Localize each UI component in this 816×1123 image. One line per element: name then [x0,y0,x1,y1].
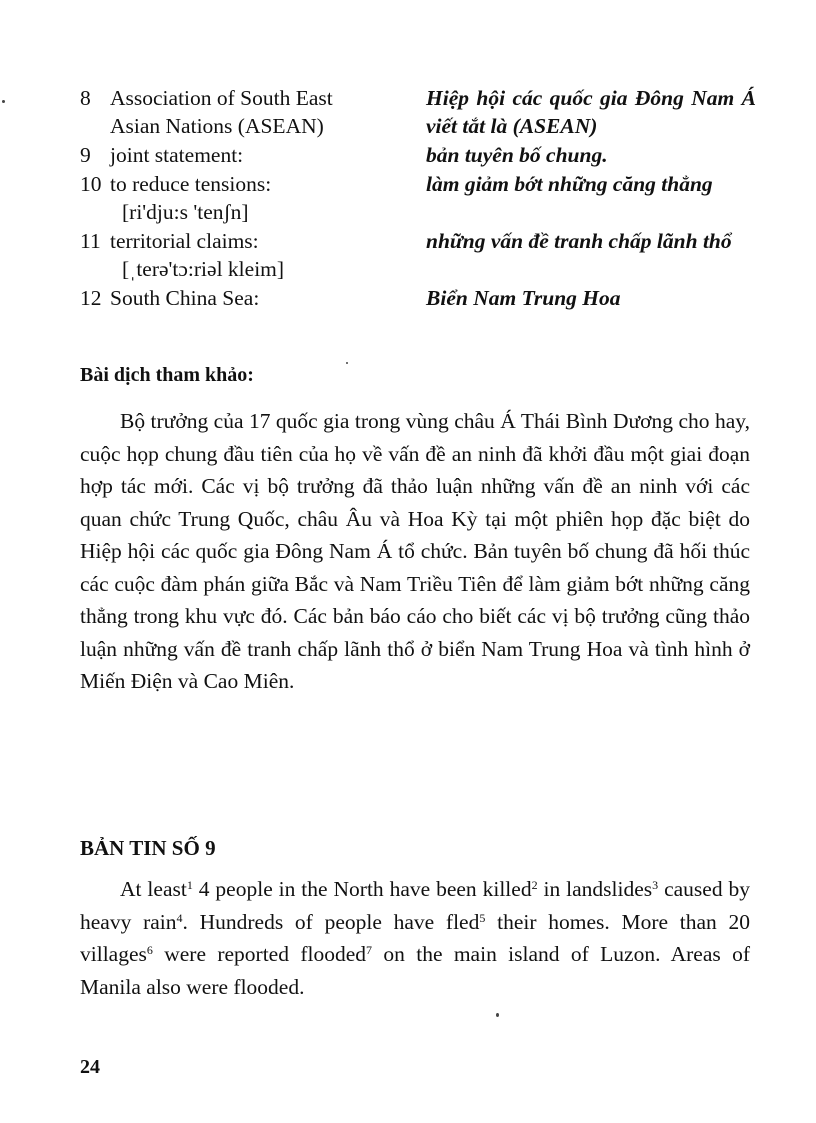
footnote-marker: 4 [176,910,183,925]
scan-speck [496,1013,499,1017]
vocab-english [110,170,426,226]
bulletin-text: on the main island of Luzon. Areas of Manila also were flooded. [80,942,751,999]
footnote-marker: 7 [366,943,373,957]
footnote-marker: 5 [479,910,486,925]
bulletin-text: At least [120,877,187,901]
vocab-number: 8 [80,86,91,110]
vocab-english [110,84,426,140]
vocab-number: 10 [80,172,102,196]
vocab-vietnamese: Hiệp hội các quốc gia Đông Nam Á viết tắt là (ASEAN) [426,86,756,138]
scan-speck [2,100,5,103]
bulletin-text: caused by heavy rain [80,877,751,934]
vocab-english-line: Asian Nations (ASEAN) [110,114,324,138]
bulletin-text: their homes. More than 20 villages [80,909,751,966]
vocab-number: 9 [80,143,91,167]
vocab-row [80,284,756,312]
vocab-english-line: joint statement: [110,143,244,167]
vocab-english-line: territorial claims: [110,229,259,253]
footnote-marker: 6 [146,943,153,957]
vocab-pronunciation: [ri'dju:s 'tenʃn] [122,200,249,224]
vocab-row [80,141,756,169]
bulletin-text: were reported flooded [152,942,367,966]
vocab-number: 11 [80,229,101,253]
vocab-row [80,170,756,226]
vocab-english-line: Association of South East [110,86,333,110]
vocab-vietnamese: Biển Nam Trung Hoa [426,286,621,310]
footnote-marker: 2 [531,878,538,892]
vocab-english [110,141,426,169]
vocab-english [110,227,426,283]
vocab-vietnamese: những vấn đề tranh chấp lãnh thổ [426,229,732,253]
vocab-vietnamese: bản tuyên bố chung. [426,143,608,167]
vocab-pronunciation: [ˌterə'tɔ:riəl kleim] [122,257,285,281]
bulletin-text: 4 people in the North have been killed [192,877,532,901]
bulletin-heading: BẢN TIN SỐ 9 [80,836,216,860]
vocab-english [110,284,426,312]
bulletin-text: in landslides [537,877,653,901]
reference-heading: Bài dịch tham khảo: [80,364,254,386]
bulletin-paragraph [80,873,750,1003]
scan-speck [346,362,348,364]
vocab-english-line: to reduce tensions: [110,172,272,196]
vocab-number: 12 [80,286,102,310]
vocab-vietnamese: làm giảm bớt những căng thẳng [426,172,713,196]
page-number: 24 [80,1056,100,1078]
vocab-english-line: South China Sea: [110,286,260,310]
vocab-row [80,84,756,140]
footnote-marker: 3 [652,878,659,892]
vocab-row [80,227,756,283]
vocabulary-list [80,84,756,312]
bulletin-text: . Hundreds of people have fled [182,909,480,934]
footnote-marker: 1 [186,878,193,892]
reference-paragraph: Bộ trưởng của 17 quốc gia trong vùng châu Á Thái Bình Dương cho hay, cuộc họp chung đầu tiên của họ về vấn đề an ninh đã khởi đầu một giai đoạn hợp tác mới. Các vị bộ trưởng đã thảo luận những vấn đề an ninh với các quan chức Trung Quốc, châu Âu và Hoa Kỳ tại một phiên họp đặc biệt do Hiệp hội các quốc gia Đông Nam Á tổ chức. Bản tuyên bố chung đã hối thúc các cuộc đàm phán giữa Bắc và Nam Triều Tiên để làm giảm bớt những căng thẳng trong khu vực đó. Các bản báo cáo cho biết các vị bộ trưởng cũng thảo luận những vấn đề tranh chấp lãnh thổ ở biển Nam Trung Hoa và tình hình ở Miến Điện và Cao Miên. [80,409,750,693]
